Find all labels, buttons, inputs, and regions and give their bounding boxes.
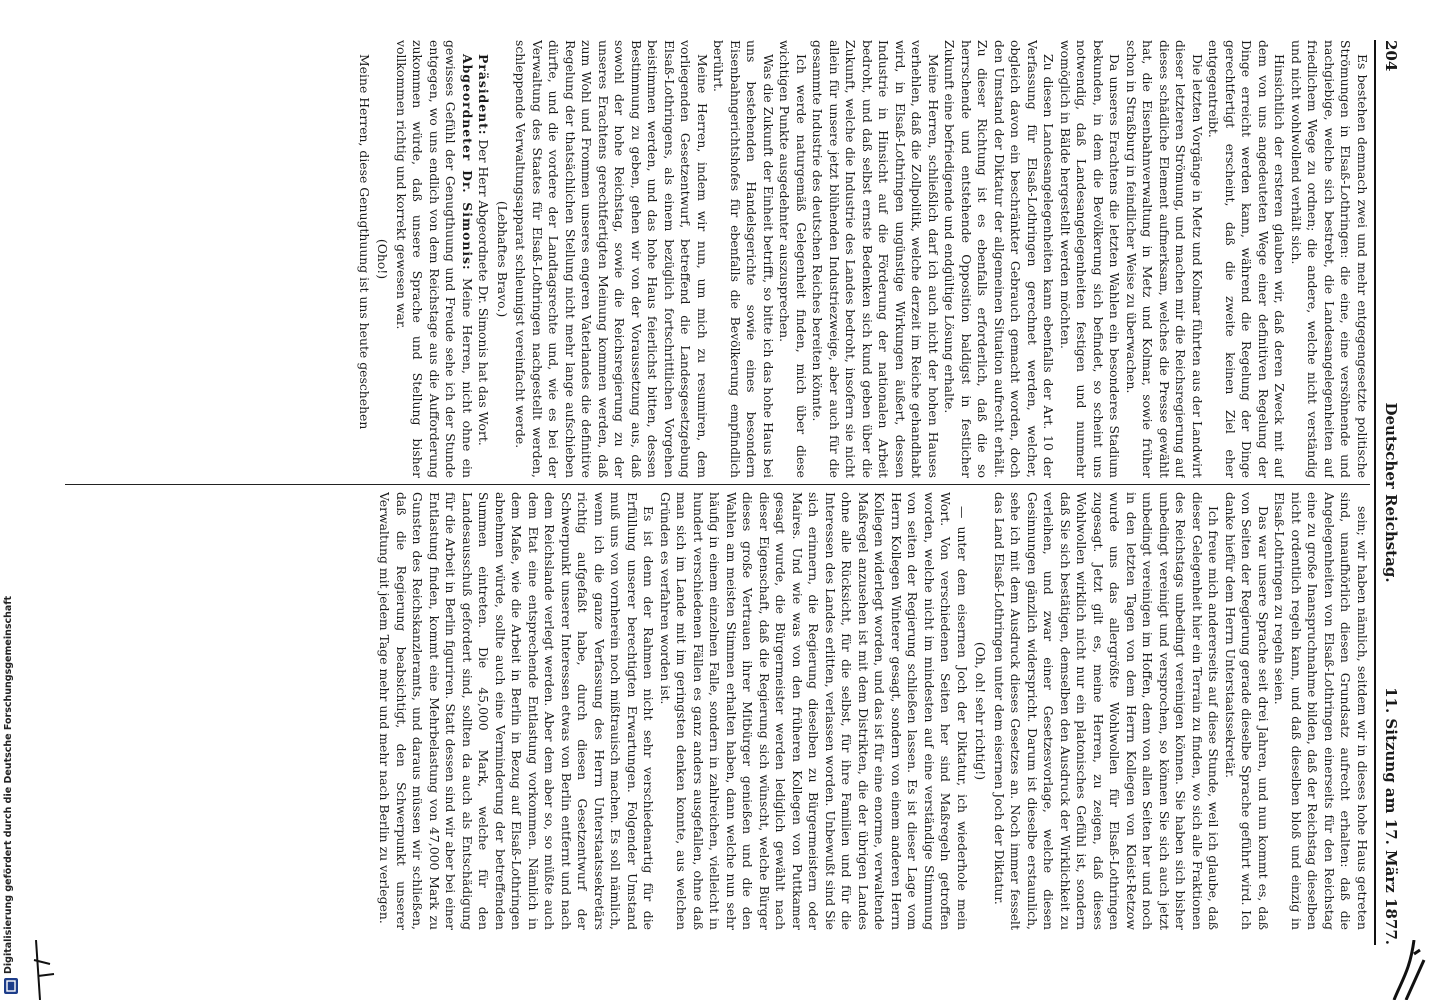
page-title: Deutscher Reichstag. — [1382, 402, 1400, 583]
paragraph: Die letzten Vorgänge in Metz und Kolmar führten aus der Landwirt dieser letzteren Strömung, und machen mir die Reichsregierung auf dieses schädliche Element aufmerksam, welches die Presse gewählt hat, die Eisenbahnverwaltung in Metz und Kolmar, sowie früher schon in Straßburg in feindlicher Weise zu überwachen. — [1124, 40, 1205, 478]
paragraph: Meine Herren, indem wir nun, um mich zu resumiren, dem vorliegenden Gesetzentwurf, betreffend die Landesgesetzgebung Elsaß-Lothringens, als einem bezüglich fortschrittlichen Vorgehen beistimmen werden, und das hohe Haus feierlichst bitten, dessen Bestimmung zu geben, gehen wir von der Voraussetzung aus, daß sowohl der hohe Reichstag, sowie die Reichsregierung zu der unseres Erachtens gerechtfertigten Meinung kommen werden, daß zum Wohl und Frommen unseres engeren Vaterlandes die definitive Regelung der thatsächlichen Stellung nicht mehr lange aufschieben dürfte, und die vordere der Landtagsrechte und, wie es bei der Verwaltung des Staates für Elsaß-Lothringen nachgestellt werden, schleppende Verwaltungsapparat schleunigst vereinfacht werde. — [513, 40, 710, 478]
session-line: 11. Sitzung am 17. März 1877. — [1382, 687, 1400, 945]
paragraph: Ich werde naturgemäß Gelegenheit finden, mich über diese wichtigen Punkte ausgedehnter auszusprechen. — [777, 40, 809, 478]
scan-edge-artifact — [30, 940, 56, 1000]
speech-text: Der Herr Abgeordnete Dr. Simonis hat das Wort. — [476, 139, 492, 446]
speaker-name: Präsident: — [476, 54, 492, 136]
paragraph: Meine Herren, diese Genugthuung ist uns heute geschehen — [357, 54, 372, 430]
interjection: (Oh, oh! sehr richtig!) — [973, 641, 989, 781]
president-remark — [475, 40, 492, 478]
speaker-name: Abgeordneter Dr. Simonis: — [460, 54, 475, 271]
paragraph: Ich freue mich andererseits auf diese Stunde, weil ich glaube, daß dieser Gelegenheit hier ein Terrain zu finden, wo sich alle Fraktionen des Reichstags unbedingt vereinigen können. Sie haben sich bisher unbedingt vereinigt und versprochen, so können Sie sich auch jetzt unbedingt vereinigen im Hoffen, denn von allen Seiten her und noch in den letzten Tagen von dem Herrn Kollegen von Kleist-Retzow wurde uns das allergrößte Wohlwollen für Elsaß-Lothringen zugesagt. Jetzt gilt es, meine Herren, zu zeigen, daß dieses Wohlwollen wirklich nicht nur ein platonisches Gefühl ist, sondern daß Sie sich bestätigen, demselben den Ausdruck der Wirklichkeit zu verleihen, und zwar einer Gesetzesvorlage, welche diesen Gesinnungen gänzlich widerspricht. Darum ist dieselbe erstaunlich, sehe ich mit dem Ausdruck dieses Gesetzes an. Noch immer fesselt das Land Elsaß-Lothringen unter dem eisernen Joch der Diktatur. — [992, 492, 1222, 930]
paragraph: Es bestehen demnach zwei und mehr entgegengesetzte politische Strömungen in Elsaß-Lothringen: die eine, eine versöhnende und nachgiebige, welche sich bestrebt, die Landesangelegenheiten auf friedlichem Wege zu ordnen; die andere, welche nicht verständig und nicht wohlwollend verhält sich. — [1289, 40, 1370, 478]
scan-edge-artifact — [1384, 940, 1432, 1000]
paragraph: Da unseres Erachtens die letzten Wahlen ein besonderes Stadium bekunden, in dem die Bevölkerung sich befindet, so scheint uns notwendig, daß Landesangelegenheiten festigen und nunmehr womöglich in Bälde hergestellt werden möchten. — [1058, 40, 1123, 478]
paragraph: Das war unsere Sprache seit drei Jahren, und nun kommt es, daß von Seiten der Regierung gerade dieselbe Sprache geführt wird. Ich danke hiefür dem Herrn Unterstaatssekretär. — [1223, 492, 1271, 930]
column-divider — [65, 484, 1370, 485]
interjection: (Oho!) — [375, 238, 391, 280]
text-column-left — [65, 40, 1370, 478]
page-number: 204 — [1382, 40, 1400, 72]
paragraph: Zu diesen Landesangelegenheiten kann ebenfalls der Art. 10 der Verfassung für Elsaß-Lothringen gerechnet werden, welcher, obgleich davon ein beschränkter Gebrauch gemacht worden, doch den Umstand der Diktatur der allgemeinen Situation aufrecht erhält. Zu dieser Richtung ist es ebenfalls erforderlich, daß die so herrschende und entstehende Opposition baldigst in festlicher Zukunft eine befriedigende und endgültige Lösung erhalte. — [942, 40, 1057, 478]
paragraph: Hinsichtlich der ersteren glauben wir, daß deren Zweck mit auf dem von uns angedeuteten Wege einer definitiven Regelung der Dinge erreicht werden kann, während die Regelung der Dinge gerechtfertigt erscheint, daß die zweite keinen Ziel eher entgegentreibt. — [1206, 40, 1288, 478]
paragraph: Was die Zukunft der Einheit betrifft, so bitte ich das hohe Haus bei uns bestehenden Handelsgerichte sowie eines besondern Eisenbahngerichtshofes für ebenfalls die Bevölkerung empfindlich berührt. — [711, 40, 776, 478]
applause-note: (Lebhaftes Bravo.) — [495, 200, 510, 318]
paragraph: Meine Herren, schließlich darf ich auch nicht der hohen Hauses verhehlen, daß die Zollpolitik, welche derzeit im Reiche gehandhabt wird, in Elsaß-Lothringen ungünstige Wirkungen äußert, dessen Industrie in Hinsicht auf die Förderung der nationalen Arbeit bedroht, und daß selbst ernste Bedenken sich kund geben über die Zukunft, welche die Industrie des Landes bedroht, insofern sie nicht allein für unsere jetzt blühenden Industriezweige, aber auch für die gesammte Industrie des deutschen Reiches bereiten könnte. — [810, 40, 941, 478]
simonis-speech — [393, 40, 476, 478]
paragraph: sein; wir haben nämlich, seitdem wir in dieses hohe Haus getreten sind, unaufhörlich diesen Grundsatz aufrecht erhalten: daß die Angelegenheiten von Elsaß-Lothringen einerseits für den Reichstag eine zu große Inanspruchnahme bilden, daß der Reichstag dieselben nicht ordentlich regeln kann, und daß dieselben bloß und einzig in Elsaß-Lothringen zu regeln seien. — [1272, 492, 1370, 930]
text-column-right — [65, 492, 1370, 930]
paragraph: — unter dem eisernen Joch der Diktatur, ich wiederhole mein Wort. Von verschiedenen Seiten her sind Maßregeln getroffen worden, welche nicht im mindesten auf eine verständige Stimmung von seiten der Regierung schließen lassen. Es ist dieser Lage vom Herrn Kollegen Winterer gesagt, sondern von einem anderen Herrn Kollegen widerlegt worden, und das ist für eine enorme, verwaltende Maßregel anzusehen ist mit dem Distrikten, die der übrigen Landes ohne alle Rücksicht, für die selbst, für ihre Familien und für die Interessen des Landes erlitten, verlassen worden. Unbewußt sind Sie sich erinnern, die Regierung dieselben zu Bürgermeistern oder Maires. Und wie was von den früheren Kollegen von Puttkamer gesagt wurde, die Bürgermeister werden lediglich gewählt nach dieser Eigenschaft, daß die Regierung sich wünscht, welche Bürger dieses große Vertrauen ihrer Mitbürger genießen und die den Wahlen am meisten Stimmen erhalten haben, dann welche nun sehr häufig in einem einzelnen Falle, sondern in zahlreichen, vielleicht in hundert verschiedenen Fällen es ganz anders ausgefallen, ohne daß man sich im Lande mit im geringsten denken konnte, aus welchen Gründen es verfahren worden ist. — [658, 492, 970, 930]
page-header — [1374, 40, 1402, 945]
paragraph: Es ist denn der Rahmen nicht sehr verschiedenartig für die Erfüllung unserer berechtigten Erwartungen. Folgender Umstand muß uns von vornherein noch mißtrauisch machen. Es soll nämlich, wenn ich die ganze Verfassung des Herrn Unterstaatssekretärs richtig aufgefaßt habe, durch diesen Gesetzentwurf der Schwerpunkt unserer Interessen etwas von Berlin entfernt und nach dem Reichslande verlegt werden. Aber dem aber so, so müßte auch dem Etat eine entsprechende Entlastung vorkommen. Nämlich in dem Maße, wie die Arbeit in Berlin in Bezug auf Elsaß-Lothringen abnehmen würde, sollte auch eine Verminderung der betreffenden Summen eintreten. Die 45,000 Mark, welche für den Landesausschuß gefordert sind, sollten da auch als Entschädigung für die Arbeit in Berlin figuriren. Statt dessen sind wir aber bei einer Entlastung finden, kommt eine Mehrbelastung von 47,000 Mark zu Gunsten des Reichskanzleramts, und daraus müssen wir schließen, daß die Regierung beabsichtigt, den Schwerpunkt unserer Verwaltung mit jedem Tage mehr und mehr nach Berlin zu verlegen. — [377, 492, 657, 930]
speech-text: Meine Herren, nicht ohne ein gewisses Gefühl der Genugthuung und Freude sehe ich der Stunde entgegen, wo uns endlich von dem Reichstage aus die Aufforderung zukommen würde, daß unsere Sprache und Stellung bisher vollkommen richtig und korrekt gewesen war. — [394, 40, 475, 478]
watermark-text: Digitalisierung gefördert durch die Deutsche Forschungsgemeinschaft — [3, 596, 14, 974]
